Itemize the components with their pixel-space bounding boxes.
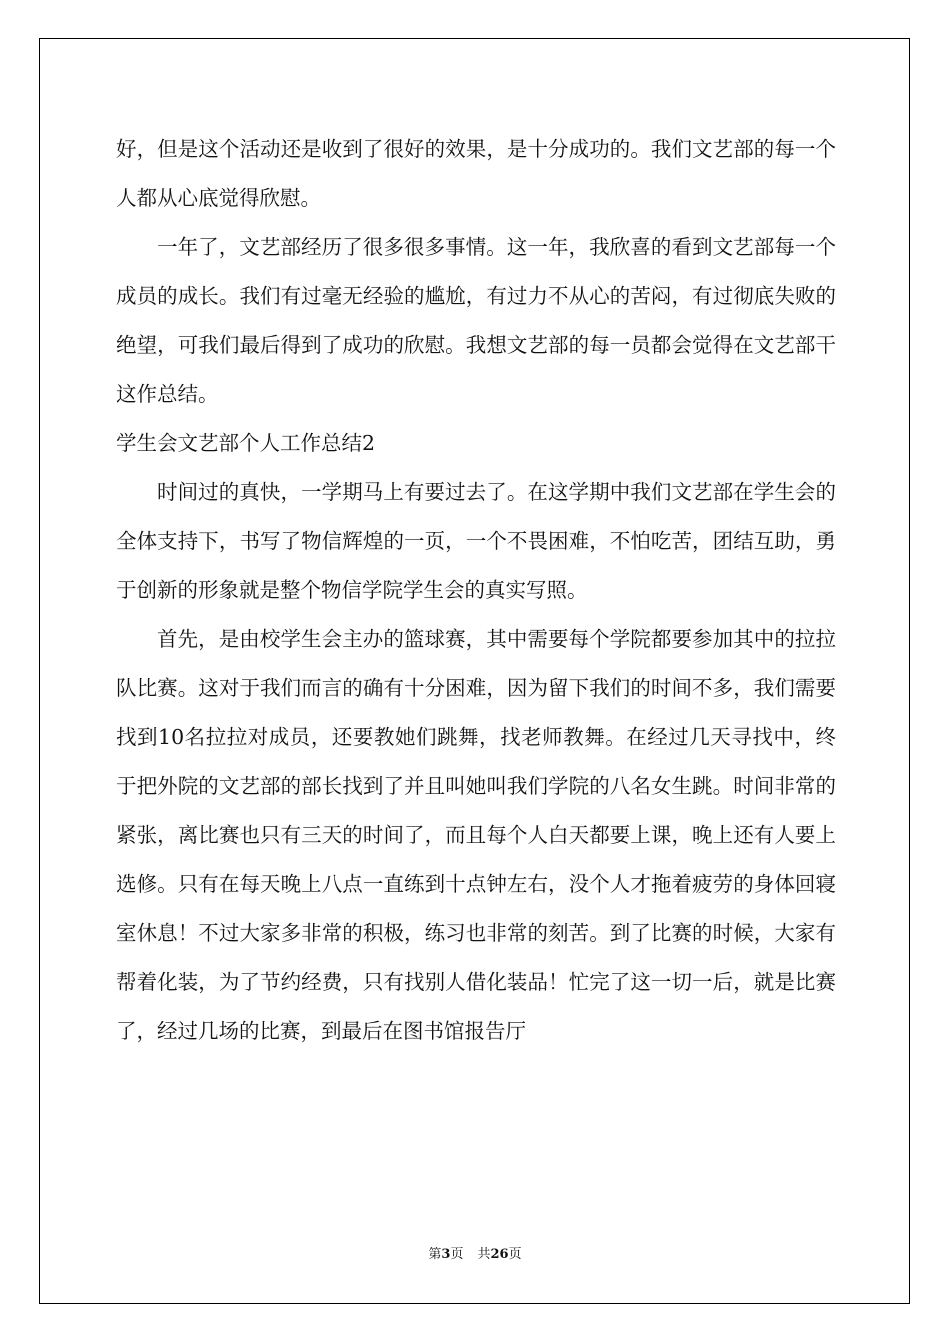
page-unit: 页 — [450, 1247, 464, 1262]
paragraph: 时间过的真快，一学期马上有要过去了。在这学期中我们文艺部在学生会的全体支持下，书写了物信辉煌的一页，一个不畏困难，不怕吃苦，团结互助，勇于创新的形象就是整个物信学院学生会的真实写照。 — [116, 480, 836, 602]
document-body — [116, 125, 836, 1056]
total-unit: 页 — [508, 1247, 522, 1262]
page-prefix: 第 — [428, 1247, 442, 1262]
total-prefix: 共 — [477, 1247, 491, 1262]
section-heading: 学生会文艺部个人工作总结2 — [116, 431, 376, 455]
page-footer — [0, 1243, 950, 1262]
current-page-number: 3 — [441, 1247, 451, 1262]
paragraph: 一年了，文艺部经历了很多很多事情。这一年，我欣喜的看到文艺部每一个成员的成长。我们有过毫无经验的尴尬，有过力不从心的苦闷，有过彻底失败的绝望，可我们最后得到了成功的欣慰。我想文艺部的每一员都会觉得在文艺部干这作总结。 — [116, 235, 836, 406]
paragraph: 首先，是由校学生会主办的篮球赛，其中需要每个学院都要参加其中的拉拉队比赛。这对于我们而言的确有十分困难，因为留下我们的时间不多，我们需要找到10名拉拉对成员，还要教她们跳舞，找老师教舞。在经过几天寻找中，终于把外院的文艺部的部长找到了并且叫她叫我们学院的八名女生跳。时间非常的紧张，离比赛也只有三天的时间了，而且每个人白天都要上课，晚上还有人要上选修。只有在每天晚上八点一直练到十点钟左右，没个人才拖着疲劳的身体回寝室休息！不过大家多非常的积极，练习也非常的刻苦。到了比赛的时候，大家有帮着化装，为了节约经费，只有找别人借化装品！忙完了这一切一后，就是比赛了，经过几场的比赛，到最后在图书馆报告厅 — [116, 627, 836, 1043]
total-page-count: 26 — [490, 1247, 509, 1262]
paragraph-continuation: 好，但是这个活动还是收到了很好的效果，是十分成功的。我们文艺部的每一个人都从心底觉得欣慰。 — [116, 137, 836, 210]
